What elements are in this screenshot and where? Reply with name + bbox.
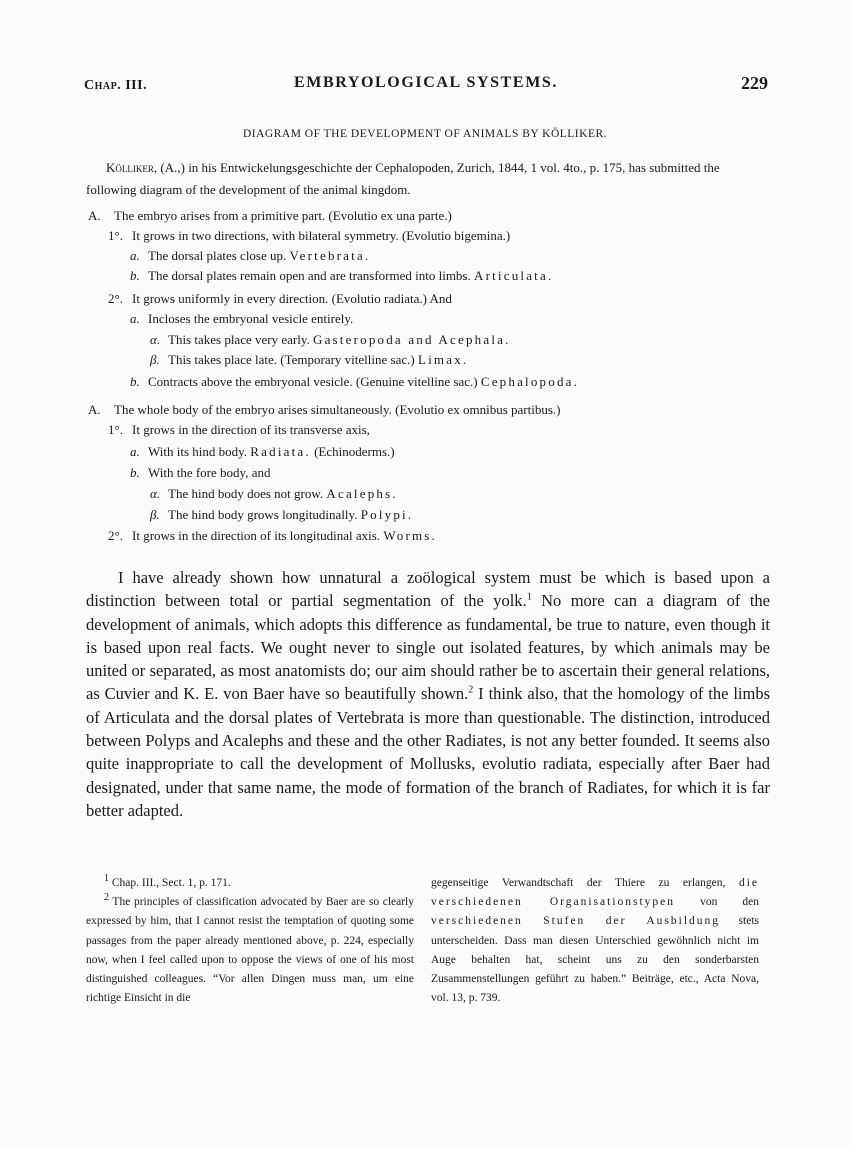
footnote-mark: 2: [104, 892, 109, 904]
outline-label: a.: [130, 311, 140, 326]
footnote-emphasis: die verschiedenen Organisationstypen: [431, 877, 759, 909]
intro-text: in his Entwickelungsgeschichte der Cephalopoden, Zurich, 1844, 1 vol. 4to., p. 175, has submitted the following diagram of the development of the animal kingdom.: [86, 160, 720, 197]
outline-text: This takes place very early.: [168, 332, 313, 347]
outline-text: The hind body grows longitudinally.: [168, 507, 361, 522]
taxon-name: Vertebrata.: [289, 248, 371, 263]
outline-label: 2°.: [108, 528, 123, 543]
outline-text: The whole body of the embryo arises simultaneously. (Evolutio ex omnibus partibus.): [114, 402, 561, 417]
taxon-name: Radiata.: [250, 444, 311, 459]
chapter-label: Chap. III.: [84, 78, 148, 93]
footnotes-left-column: [86, 874, 414, 1008]
outline-item: [150, 350, 468, 370]
outline-label: 1°.: [108, 228, 123, 243]
outline-item: [130, 266, 553, 286]
outline-label: α.: [150, 332, 161, 347]
footnote-ref: 2: [468, 684, 474, 696]
outline-item: [130, 442, 395, 462]
body-text-part: I have already shown how unnatural a zoölogical system must be which is based upon a distinction between total or partial segmentation of the yolk.: [86, 568, 770, 611]
outline-label: 1°.: [108, 422, 123, 437]
outline-item: [108, 526, 437, 546]
footnote-2-continued: [431, 874, 759, 1008]
outline-label: α.: [150, 486, 161, 501]
body-text-part: No more can a diagram of the development of animals, which adopts this difference as fundamental, be true to nature, even though it is based upon real facts. We ought never to single out isolated features, by which animals may be united or separated, as most anatomists do; our aim should rather be to ascertain their general relations, as Cuvier and K. E. von Baer have so beautifully shown.: [86, 591, 770, 704]
footnote-text: von den: [675, 896, 759, 909]
taxon-name: Worms.: [383, 528, 437, 543]
taxon-name: Articulata.: [473, 268, 554, 283]
outline-text: With its hind body.: [148, 444, 251, 459]
outline-label: β.: [150, 507, 160, 522]
body-paragraph: [86, 566, 770, 822]
outline-text: The embryo arises from a primitive part. (Evolutio ex una parte.): [114, 208, 452, 223]
footnote-text: gegenseitige Verwandtschaft der Thiere zu erlangen,: [431, 877, 739, 889]
outline-label: A.: [88, 402, 101, 417]
outline-text: The dorsal plates close up.: [148, 248, 290, 263]
outline-item: [108, 289, 452, 309]
outline-text: It grows in the direction of its longitudinal axis.: [132, 528, 384, 543]
outline-label: b.: [130, 374, 140, 389]
outline-text: It grows in two directions, with bilateral symmetry. (Evolutio bigemina.): [132, 228, 511, 243]
outline-label: b.: [130, 268, 140, 283]
outline-item: [130, 463, 270, 483]
body-text-part: I think also, that the homology of the limbs of Articulata and the dorsal plates of Vertebrata is more than questionable. The distinction, introduced between Polyps and Acalephs and these and the other Radiates, is not any better founded. It seems also quite inappropriate to call the development of Mollusks, evolutio radiata, especially after Baer had designated, under that same name, the mode of formation of the branch of Radiates, for which it is far better adapted.: [86, 684, 770, 820]
outline-item: [150, 330, 511, 350]
taxon-name: Gasteropoda and Acephala.: [312, 332, 511, 347]
outline-item: [150, 484, 398, 504]
outline-item: [88, 400, 561, 420]
outline-item: [130, 246, 370, 266]
outline-text: It grows in the direction of its transverse axis,: [132, 422, 370, 437]
outline-item: [150, 505, 413, 525]
outline-item: [108, 420, 370, 440]
outline-text: The hind body does not grow.: [168, 486, 327, 501]
outline-item: [108, 226, 510, 246]
page-number: 229: [741, 73, 768, 93]
outline-label: a.: [130, 248, 140, 263]
footnote-text: stets unterscheiden. Dass man diesen Unterschied gewöhnlich nicht im Auge behalten hat, scheint uns zu den sonderbarsten Zusammenstellungen geführt zu haben.” Beiträge, etc., Acta Nova, vol. 13, p. 739.: [431, 915, 759, 1005]
running-header: [84, 74, 768, 98]
outline-text: It grows uniformly in every direction. (Evolutio radiata.) And: [132, 291, 452, 306]
footnote-text: The principles of classification advocated by Baer are so clearly expressed by him, that I cannot resist the temptation of quoting some passages from the paper already mentioned above, p. 224, especially now, when I feel called upon to oppose the views of one of his most distinguished colleagues. “Vor allen Dingen muss man, um eine richtige Einsicht in die: [86, 896, 414, 1005]
taxon-name: Limax.: [417, 352, 469, 367]
outline-item: [130, 309, 353, 329]
outline-text: Contracts above the embryonal vesicle. (Genuine vitelline sac.): [148, 374, 481, 389]
outline-label: b.: [130, 465, 140, 480]
outline-label: A.: [88, 208, 101, 223]
outline-text: The dorsal plates remain open and are transformed into limbs.: [148, 268, 474, 283]
footnote-emphasis: verschiedenen Stufen der Ausbildung: [431, 915, 721, 928]
outline-item: [130, 372, 579, 392]
taxon-name: Cephalopoda.: [480, 374, 580, 389]
diagram-title: DIAGRAM OF THE DEVELOPMENT OF ANIMALS BY KÖLLIKER.: [242, 128, 608, 140]
outline-label: 2°.: [108, 291, 123, 306]
outline-text-after: (Echinoderms.): [310, 444, 395, 459]
outline-text: With the fore body, and: [148, 465, 271, 480]
outline-text: Incloses the embryonal vesicle entirely.: [148, 311, 354, 326]
footnotes-right-column: [431, 874, 759, 1008]
running-title: EMBRYOLOGICAL SYSTEMS.: [293, 74, 559, 91]
outline-label: a.: [130, 444, 140, 459]
footnote-1: [86, 874, 414, 893]
footnote-text: Chap. III., Sect. 1, p. 171.: [109, 877, 231, 889]
outline-item: [88, 206, 452, 226]
taxon-name: Polypi.: [360, 507, 414, 522]
footnote-ref: 1: [526, 591, 532, 603]
author-name: Kölliker, (A.,): [106, 160, 185, 175]
footnote-mark: 1: [104, 873, 109, 885]
outline-text: This takes place late. (Temporary vitelline sac.): [168, 352, 418, 367]
intro-paragraph: [86, 157, 768, 201]
footnote-2: [86, 893, 414, 1008]
taxon-name: Acalephs.: [326, 486, 398, 501]
outline-label: β.: [150, 352, 160, 367]
